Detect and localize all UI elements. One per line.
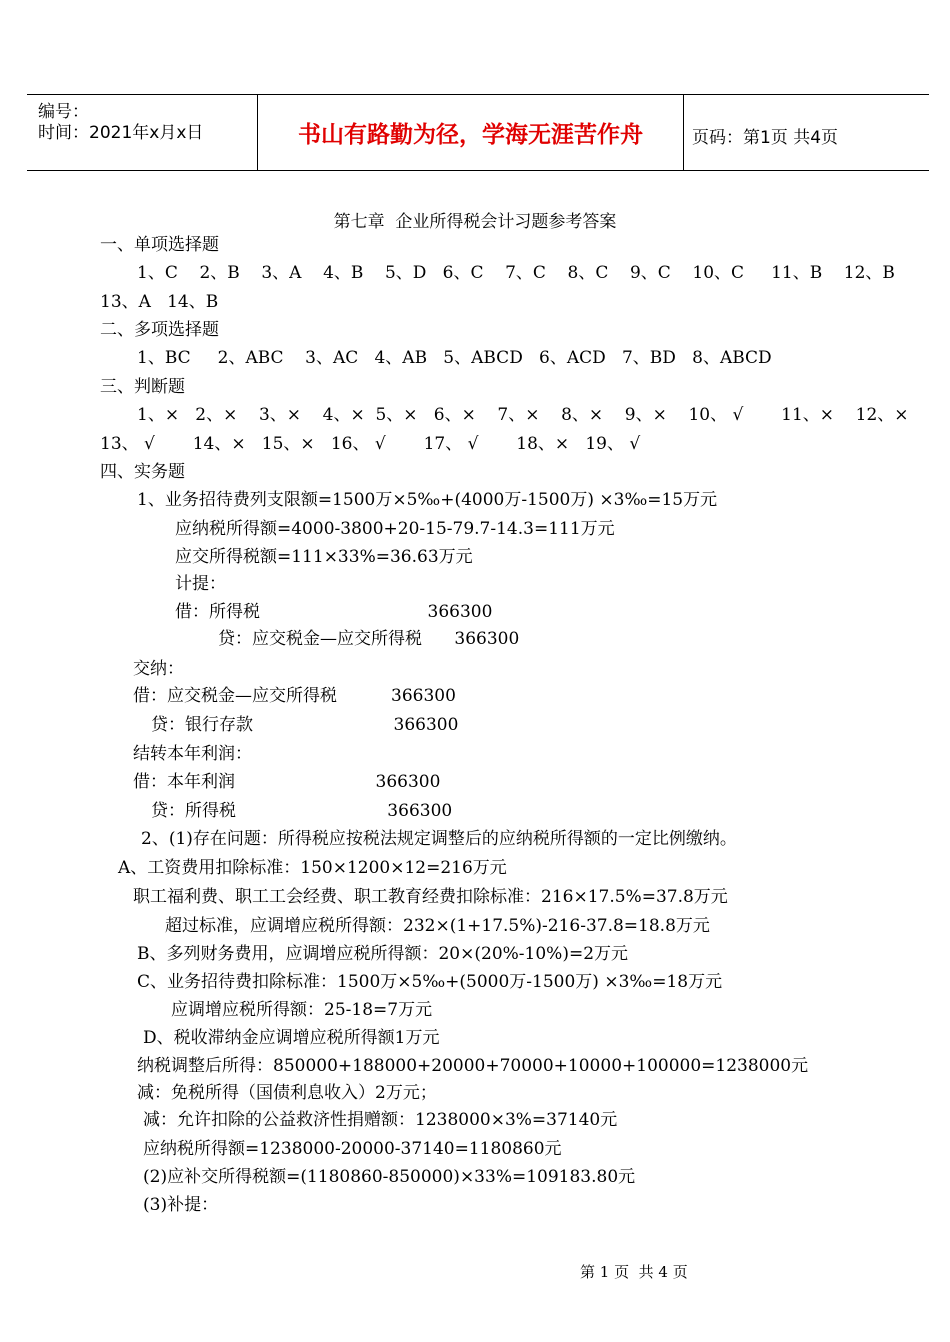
answer-line: 1、× 2、× 3、× 4、× 5、× 6、× 7、× 8、× 9、× 10、 √ 11、× 12、×: [137, 405, 909, 425]
journal-entry-line: 借：本年利润 366300: [133, 772, 441, 792]
header-number-label: 编号：: [38, 102, 89, 122]
solution-line: D、税收滞纳金应调增应税所得额1万元: [143, 1028, 440, 1048]
journal-entry-line: 贷：应交税金—应交所得税 366300: [218, 629, 520, 649]
page-footer: 第 1 页 共 4 页: [580, 1263, 688, 1281]
solution-line: 计提：: [175, 574, 226, 594]
header-time-label: 时间：2021年x月x日: [38, 123, 204, 143]
solution-line: 职工福利费、职工工会经费、职工教育经费扣除标准：216×17.5%=37.8万元: [133, 887, 728, 907]
solution-line: (2)应补交所得税额=(1180860-850000)×33%=109183.80元: [143, 1167, 636, 1187]
header-motto: 书山有路勤为径，学海无涯苦作舟: [298, 122, 643, 148]
solution-line: 超过标准，应调增应税所得额：232×(1+17.5%)-216-37.8=18.8万元: [165, 916, 710, 936]
journal-entry-line: 借：应交税金—应交所得税 366300: [133, 686, 456, 706]
header-divider-right: [683, 94, 684, 170]
solution-line: 交纳：: [133, 659, 184, 679]
solution-line: 应纳税所得额=1238000-20000-37140=1180860元: [143, 1139, 562, 1159]
solution-line: 纳税调整后所得：850000+188000+20000+70000+10000+100000=1238000元: [137, 1056, 809, 1076]
solution-line: 应调增应税所得额：25-18=7万元: [171, 1000, 433, 1020]
solution-line: (3)补提：: [143, 1195, 219, 1215]
header-bottom-rule: [27, 170, 929, 171]
solution-line: A、工资费用扣除标准：150×1200×12=216万元: [118, 858, 507, 878]
section-heading: 四、实务题: [100, 462, 185, 482]
solution-line: 应纳税所得额=4000-3800+20-15-79.7-14.3=111万元: [175, 519, 615, 539]
answer-line: 13、A 14、B: [100, 292, 219, 312]
journal-entry-line: 贷：银行存款 366300: [151, 715, 459, 735]
answer-line: 1、BC 2、ABC 3、AC 4、AB 5、ABCD 6、ACD 7、BD 8、ABCD: [137, 348, 772, 368]
journal-entry-line: 贷：所得税 366300: [151, 801, 453, 821]
section-heading: 三、判断题: [100, 377, 185, 397]
journal-entry-line: 借：所得税 366300: [175, 602, 493, 622]
section-heading: 二、多项选择题: [100, 320, 219, 340]
solution-line: 1、业务招待费列支限额=1500万×5‰+(4000万-1500万) ×3‰=15万元: [137, 490, 718, 510]
solution-line: 减：允许扣除的公益救济性捐赠额：1238000×3%=37140元: [143, 1110, 618, 1130]
header-top-rule: [27, 94, 929, 95]
solution-line: B、多列财务费用，应调增应税所得额：20×(20%-10%)=2万元: [137, 944, 629, 964]
solution-line: 应交所得税额=111×33%=36.63万元: [175, 547, 473, 567]
solution-line: 结转本年利润：: [133, 744, 252, 764]
solution-line: C、业务招待费扣除标准：1500万×5‰+(5000万-1500万) ×3‰=18万元: [137, 972, 723, 992]
document-title: 第七章 企业所得税会计习题参考答案: [333, 212, 617, 232]
header-page-info: 页码：第1页 共4页: [692, 128, 839, 148]
section-heading: 一、单项选择题: [100, 235, 219, 255]
solution-line: 2、(1)存在问题：所得税应按税法规定调整后的应纳税所得额的一定比例缴纳。: [141, 829, 737, 849]
answer-line: 1、C 2、B 3、A 4、B 5、D 6、C 7、C 8、C 9、C 10、C 11、B 12、B: [137, 263, 895, 283]
answer-line: 13、 √ 14、× 15、× 16、 √ 17、 √ 18、× 19、 √: [100, 434, 641, 454]
solution-line: 减：免税所得（国债利息收入）2万元；: [137, 1083, 437, 1103]
